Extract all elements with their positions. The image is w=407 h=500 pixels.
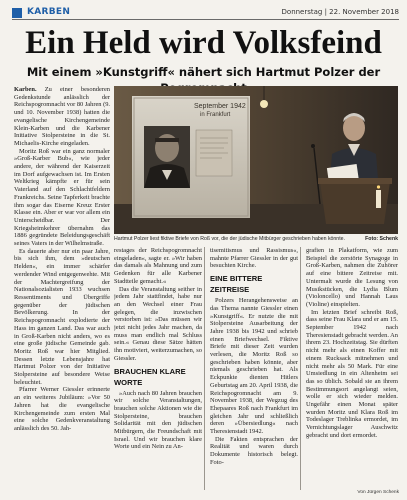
projection-screen	[132, 96, 250, 218]
paragraph: Das die Veranstaltung seither in jedem Jahr stattfindet, habe nur an den Wechsel einer Frau gelegen, die inzwischen verstorben ist: »Das müssen wir jetzt nicht jedes Jahr machen, da muss man endlich mal Schluss sein.« Genau diese Sätze hätten ihn motiviert, weiterzumachen, so Giessler.	[114, 285, 202, 362]
section-subhead: EINE BITTERE ZEITREISE	[210, 274, 263, 295]
paragraph: Die Fakten entsprachen der Realität und waren durch Dokumente historisch belegt. Foto-	[210, 435, 298, 466]
article-column-4	[306, 247, 398, 486]
column-divider	[204, 247, 205, 490]
article-photo	[114, 86, 398, 234]
paragraph: Polzers Herangehensweise an das Thema nannte Giessler einen »Kunstgriff«. Er nutzte die mit Stolpersteine Ausarbeitung der Jahre 1938 bis 1942 und schrieb einen Briefwechsel. Fiktive Briefe mit dieser Zeit wurden verlesen, die Moritz Roß so geschrieben haben könnte, aber niemals geschrieben hat. Als Eckpunkte dienten Hitlers Geburtstag am 20. April 1938, die Reichspogromnacht am 9. November 1938, der Wegzug des Ehepaares Roß nach Frankfurt im gleichen Jahr und schließlich deren »Übersiedlung« nach Theresienstadt 1942.	[210, 297, 298, 436]
section-marker-icon	[12, 8, 22, 18]
paragraph: »Auch nach 80 Jahren brauchen wir solche Veranstaltungen, brauchen solche Aktionen wie die Stolpersteine, brauchen Solidarität mit den jüdischen Mitbürgern, die Freundschaft mit Israel. Und wir brauchen klare Worte und ein Nein zu An-	[114, 389, 202, 451]
photo-caption	[114, 236, 398, 243]
header-rule	[12, 19, 399, 20]
paragraph: Im letzten Brief schreibt Roß, dass seine Frau Klara und er am 15. September 1942 nach Theresienstadt gebracht werden. An ihrem 23. Hochzeitstag. Sie dürften nicht mehr als einen Koffer mit einem Rucksack mitnehmen und nicht mehr als 50 Mark. Für eine Umsiedlung in ein Altenheim sei das so üblich. Sobald sie an ihrem Bestimmungsort angelangt seien, wolle er sich wieder melden. Ungefähr einen Monat später wurden Moritz und Klara Roß im Todeslager Treblinka ermordet, im Vernichtungslager Auschwitz gebracht und dort ermordet.	[306, 308, 398, 439]
dateline: Donnerstag | 22. November 2018	[281, 8, 399, 16]
paragraph: restages der Reichspogromnacht eingeladen«, sagte er. »Wir haben das damals als Mahnung und zum Gedenken für alle Karbener Stadtteile gemacht.«	[114, 247, 202, 285]
photo-illustration	[114, 86, 398, 234]
section-subhead: BRAUCHEN KLARE WORTE	[114, 366, 186, 387]
author-byline: Von Jürgen Schenk	[357, 490, 399, 495]
headline: Ein Held wird Volksfeind	[25, 25, 382, 61]
dateline-lead: Karben.	[14, 86, 37, 93]
caption-text: Hartmut Polzer liest fiktive Briefe von Roß vor, die der jüdische Mitbürger geschrieben haben könnte.	[114, 236, 345, 242]
paragraph-text: Zu einer besonderen Gedenkstunde anlässlich der Reichspogromnacht vor 80 Jahren (9. und 10. November 1938) hatten die evangelische Kirchengemeinde Klein-Karben und die Karbener Initiative Stolpersteine in die St. Michaelis-Kirche eingeladen.	[14, 86, 110, 147]
article-column-3	[210, 247, 298, 494]
paragraph: Moritz Roß war ein ganz normaler »Groß-Karber Bub«, wie jeder andere, der während der Kaiserzeit im Dorf aufgewachsen ist. Im Ersten Weltkrieg kämpfte er für sein Vaterland auf den Schlachtfeldern Frankreichs. Seine Tapferkeit brachte ihm sogar das Eiserne Kreuz Erster Klasse ein. Aber er war vor allem ein Unterscheidbar. Der Kriegsheimkehrer übernahm das 1886 gegründete Beleidungsgeschäft seines Vaters in der Wilhelmstraße.	[14, 147, 110, 248]
subheadline: Mit einem »Kunstgriff« nähert sich Hartmut Polzer der	[26, 65, 381, 79]
paragraph: Pfarrer Werner Giessler erinnerte an ein weiteres Jubiläum: »Vor 50 Jahren hat die evangelische Kirchengemeinde zum ersten Mal eine solche Gedenkveranstaltung anlässlich des 50. Jah-	[14, 386, 110, 432]
paragraph: Es dauerte aber nur ein paar Jahre, bis sich ihm, dem »deutschen Helden«, ein immer schärfer werdender Wind entgegenwehte. Mit der Machtergreifung der Nationalsozialisten 1933 wuchsen Ressentiments und Übergriffe gegenüber der jüdischen Bevölkerung. In der Reichspogromnacht explodierte der Hass im ganzen Land. Das war auch in Groß-Karben nicht anders, wo es eine große jüdische Gemeinde gab. Moritz Roß war hier Mitglied. Dessen letzte Lebensjahre hat Hartmut Polzer von der Initiative Stolpersteine auf besondere Weise beleuchtet.	[14, 247, 110, 386]
article-column-1	[14, 86, 110, 494]
photo-credit: Foto: Schenk	[365, 236, 398, 242]
article-column-2	[114, 247, 202, 494]
projection-text: September 1942	[194, 103, 246, 110]
projection-text: in Frankfurt	[200, 112, 231, 118]
section-name: KARBEN	[27, 7, 71, 17]
paragraph	[14, 86, 110, 148]
column-divider	[300, 247, 301, 490]
paragraph: grafien in Plakatform, wie zum Beispiel die zerstörte Synagoge in Groß-Karben, nahmen die Zuhörer auf eine bittere Zeitreise mit. Untermalt wurde die Lesung von Musikstücken, die Lydia Blum (Violoncello) und Hannah Laus (Violine) einspielten.	[306, 247, 398, 308]
paragraph: tisemitismus und Rassismus«, mahnte Pfarrer Giessler in der gut besuchten Kirche.	[210, 247, 298, 270]
